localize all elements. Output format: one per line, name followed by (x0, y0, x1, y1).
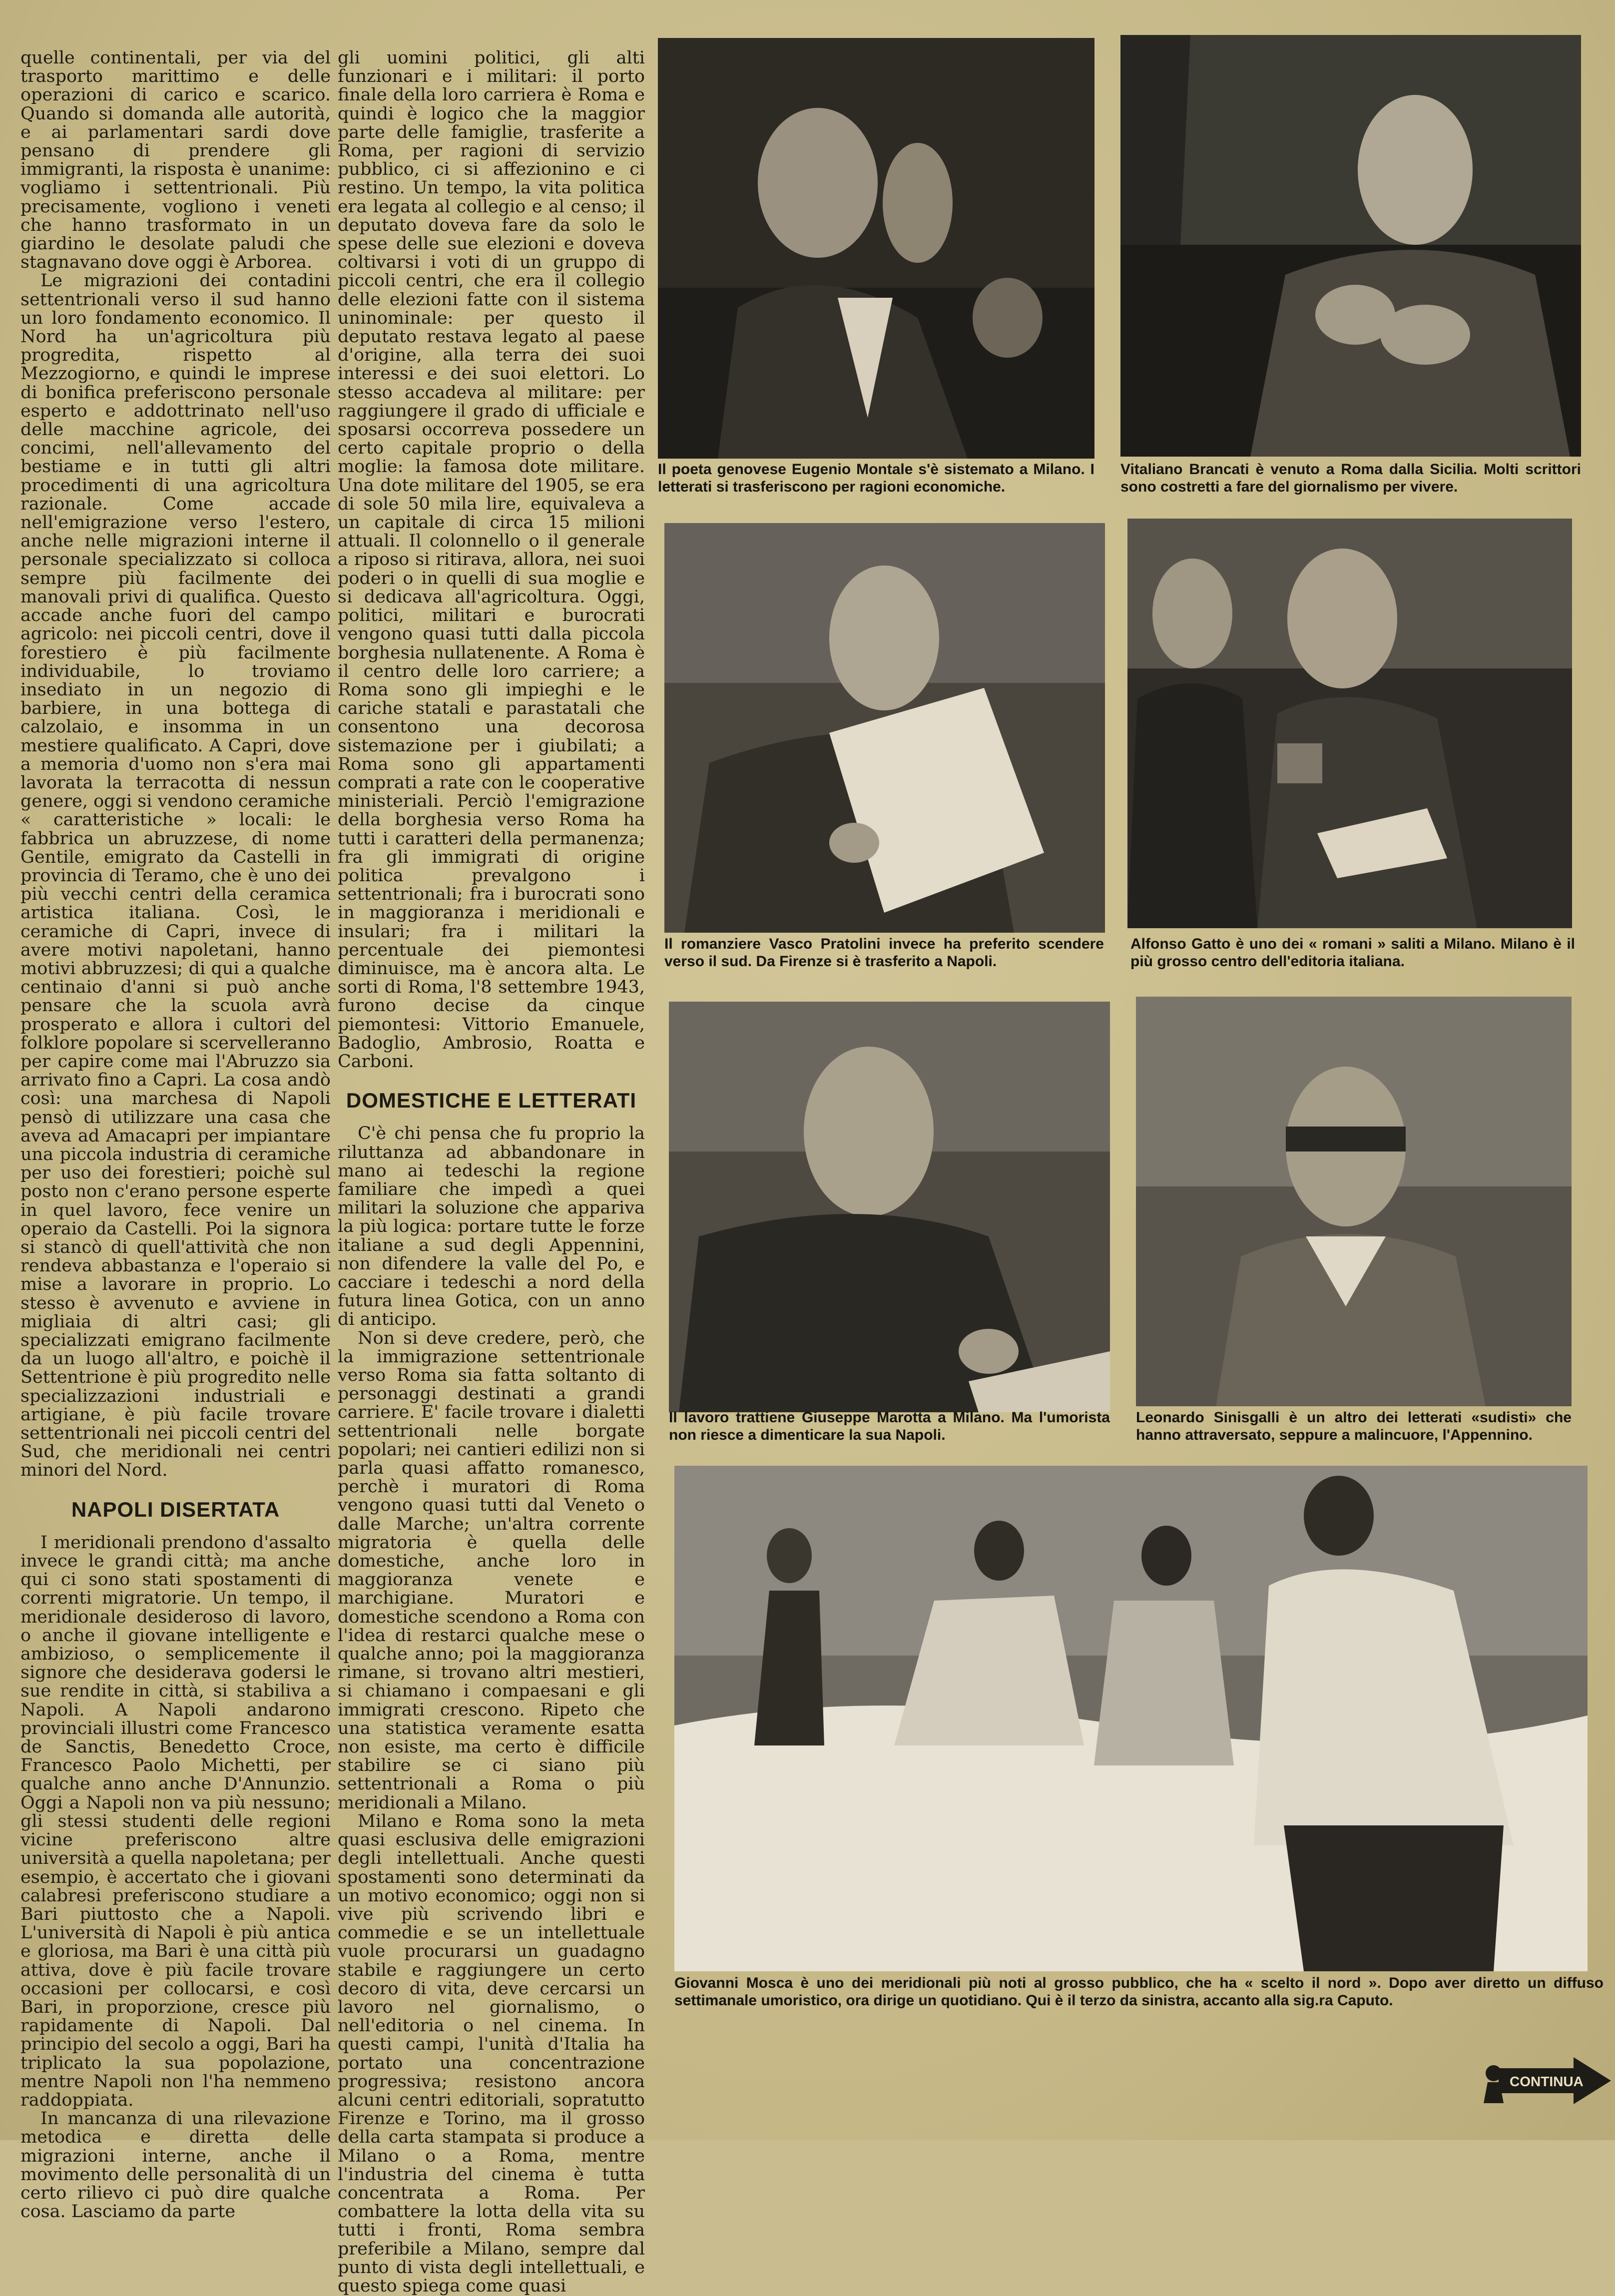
paragraph: gli uomini politici, gli alti funzionari e i militari: il porto finale della loro carriera è Roma e quindi è logico che la maggior parte delle famiglie, trasferite a Roma, per ragioni di servizio pubblico, ci si affezionino e ci restino. Un tempo, la vita politica era legata al collegio e al censo; il deputato doveva fare da solo le spese delle sue elezioni e doveva coltivarsi i voti di un gruppo di piccoli centri, che era il collegio delle elezioni fatte con il sistema uninominale: per questo il deputato restava legato al paese d'origine, alla terra dei suoi interessi e dei suoi elettori. Lo stesso accadeva al militare: per raggiungere il grado di ufficiale e sposarsi occorreva possedere un certo capitale proprio o della moglie: la famosa dote militare. Una dote militare del 1905, se era di sole 50 mila lire, equivaleva a un capitale di circa 15 milioni attuali. Il colonnello o il generale a riposo si ritirava, allora, nei suoi poderi o in quelli di sua moglie e si dedicava all'agricoltura. Oggi, politici, militari e burocrati vengono quasi tutti dalla piccola borghesia nullatenente. A Roma è il centro delle loro carriere; a Roma sono gli impieghi e le cariche statali e parastatali che consentono una decorosa sistemazione per i giubilati; a Roma sono gli appartamenti comprati a rate con le cooperative ministeriali. Perciò l'emigrazione della borghesia verso Roma ha tutti i caratteri della permanenza; fra gli immigrati di origine politica prevalgono i settentrionali; fra i burocrati sono in maggioranza i meridionali e insulari; fra i militari la percentuale dei piemontesi diminuisce, ma è ancora alta. Le sorti di Roma, l'8 settembre 1943, furono decise da cinque piemontesi: Vittorio Emanuele, Badoglio, Ambrosio, Roatta e Carboni. (338, 48, 645, 1072)
photo-pratolini (664, 523, 1105, 933)
continua-label: CONTINUA (1510, 2074, 1584, 2089)
photo-brancati (1120, 35, 1581, 457)
photo-montale (658, 38, 1094, 459)
text-column-2 (338, 48, 645, 2296)
paragraph: In mancanza di una rilevazione metodica e diretta delle migrazioni interne, anche il movimento delle personalità di un certo rilievo ci può dire qualche cosa. Lasciamo da parte (20, 2109, 331, 2222)
continua-arrow-icon[interactable] (1479, 2053, 1614, 2108)
text-column-1 (20, 48, 331, 2222)
photo-sinisgalli (1136, 997, 1572, 1406)
paragraph: quelle continentali, per via del trasporto marittimo e delle operazioni di carico e scarico. Quando si domanda alle autorità, e ai parlamentari sardi dove pensano di prendere gli immigranti, la risposta è unanime: vogliamo i settentrionali. Più precisamente, vogliono i veneti che hanno trasformato in un giardino le desolate paludi che stagnavano dove oggi è Arborea. (20, 48, 331, 273)
caption-mosca: Giovanni Mosca è uno dei meridionali più noti al grosso pubblico, che ha « scelto il nord ». Dopo aver diretto un diffuso settimanale umoristico, ora dirige un quotidiano. Qui è il terzo da sinistra, accanto alla sig.ra Caputo. (674, 1975, 1604, 2009)
caption-pratolini: Il romanziere Vasco Pratolini invece ha preferito scendere verso il sud. Da Firenze si è trasferito a Napoli. (664, 936, 1104, 970)
paragraph: Le migrazioni dei contadini settentrionali verso il sud hanno un loro fondamento economico. Il Nord ha un'agricoltura più progredita, rispetto al Mezzogiorno, e quindi le imprese di bonifica preferiscono personale esperto e addottrinato nell'uso delle macchine agricole, dei concimi, nell'allevamento del bestiame e in tutti gli altri procedimenti di una agricoltura razionale. Come accade nell'emigrazione verso l'estero, anche nelle migrazioni interne il personale specializzato si colloca sempre più facilmente dei manovali privi di qualifica. Questo accade anche fuori del campo agricolo: nei piccoli centri, dove il forestiero è più facilmente individuabile, lo troviamo insediato in un negozio di barbiere, in una bottega di calzolaio, e insomma in un mestiere qualificato. A Capri, dove a memoria d'uomo non s'era mai lavorata la terracotta di nessun genere, oggi si vendono ceramiche « caratteristiche » locali: le fabbrica un abruzzese, di nome Gentile, emigrato da Castelli in provincia di Teramo, che è uno dei più vecchi centri della ceramica artistica italiana. Così, le ceramiche di Capri, invece di avere motivi napoletani, hanno motivi abbruzzesi; di qui a qualche centinaio d'anni si può anche pensare che la scuola avrà prosperato e allora i cultori del folklore popolare si scervelleranno per capire come mai l'Abruzzo sia arrivato fino a Capri. La cosa andò così: una marchesa di Napoli pensò di utilizzare una casa che aveva ad Amacapri per impiantare una piccola industria di ceramiche per uso dei forestieri; poichè sul posto non c'erano persone esperte in quel lavoro, fece venire un operaio da Castelli. Poi la signora si stancò di quell'attività che non rendeva abbastanza e l'operaio si mise a lavorare in proprio. Lo stesso è avvenuto e avviene in migliaia di altri casi; gli specializzati emigrano facilmente da un luogo all'altro, e poichè il Settentrione è più progredito nelle specializzazioni industriali e artigiane, è più facile trovare settentrionali nei piccoli centri del Sud, che meridionali nei centri minori del Nord. (20, 271, 331, 1481)
paragraph: Non si deve credere, però, che la immigrazione settentrionale verso Roma sia fatta soltanto di personaggi destinati a grandi carriere. E' facile trovare i dialetti settentrionali nelle borgate popolari; nei cantieri edilizi non si parla quasi affatto romanesco, perchè i muratori di Roma vengono quasi tutti dal Veneto o dalle Marche; un'altra corrente migratoria è quella delle domestiche, anche loro in maggioranza venete e marchigiane. Muratori e domestiche scendono a Roma con l'idea di restarci qualche mese o qualche anno; poi la maggioranza rimane, si trovano altri mestieri, si chiamano i compaesani e gli immigrati crescono. Ripeto che una statistica veramente esatta non esiste, ma certo è difficile stabilire se ci siano più settentrionali a Roma o più meridionali a Milano. (338, 1328, 645, 1813)
section-heading: DOMESTICHE E LETTERATI (346, 1089, 637, 1113)
paragraph: Milano e Roma sono la meta quasi esclusiva delle emigrazioni degli intellettuali. Anche questi spostamenti sono determinati da un motivo economico; oggi non si vive più scrivendo libri e commedie e se un intellettuale vuole procurarsi un guadagno stabile e raggiungere un certo decoro di vita, deve cercarsi un lavoro nel giornalismo, o nell'editoria o nel cinema. In questi campi, l'unità d'Italia ha portato una concentrazione progressiva; resistono ancora alcuni centri editoriali, sopratutto Firenze e Torino, ma il grosso della carta stampata si produce a Milano o a Roma, mentre l'industria del cinema è tutta concentrata a Roma. Per combattere la lotta della vita su tutti i fronti, Roma sembra preferibile a Milano, sempre dal punto di vista degli intellettuali, e questo spiega come quasi (338, 1811, 645, 2296)
paragraph: I meridionali prendono d'assalto invece le grandi città; ma anche qui ci sono stati spostamenti di correnti migratorie. Un tempo, il meridionale desideroso di lavoro, o anche il giovane intelligente e ambizioso, o semplicemente il signore che desiderava godersi le sue rendite in città, si stabiliva a Napoli. A Napoli andarono provinciali illustri come Francesco de Sanctis, Benedetto Croce, Francesco Paolo Michetti, per qualche anno anche D'Annunzio. Oggi a Napoli non va più nessuno; gli stessi studenti delle regioni vicine preferiscono altre università a quella napoletana; per esempio, è accertato che i giovani calabresi preferiscono studiare a Bari piuttosto che a Napoli. L'università di Napoli è più antica e gloriosa, ma Bari è una città più attiva, dove è più facile trovare occasioni per collocarsi, e così Bari, in proporzione, cresce più rapidamente di Napoli. Dal principio del secolo a oggi, Bari ha triplicato la sua popolazione, mentre Napoli non l'ha nemmeno raddoppiata. (20, 1532, 331, 2110)
section-heading: NAPOLI DISERTATA (71, 1497, 280, 1521)
caption-gatto: Alfonso Gatto è uno dei « romani » saliti a Milano. Milano è il più grosso centro dell'editoria italiana. (1130, 936, 1575, 970)
photo-mosca (674, 1466, 1588, 1971)
caption-sinisgalli: Leonardo Sinisgalli è un altro dei letterati «sudisti» che hanno attraversato, seppure a malincuore, l'Appennino. (1136, 1409, 1572, 1443)
paragraph: C'è chi pensa che fu proprio la riluttanza ad abbandonare in mano ai tedeschi la regione familiare che impedì a quei militari la soluzione che appariva la più logica: portare tutte le forze italiane a sud degli Appennini, non difendere la valle del Po, e cacciare i tedeschi a nord della futura linea Gotica, con un anno di anticipo. (338, 1124, 645, 1330)
photo-gatto (1127, 519, 1572, 928)
photo-marotta (669, 1002, 1110, 1412)
caption-montale: Il poeta genovese Eugenio Montale s'è sistemato a Milano. I letterati si trasferiscono per ragioni economiche. (658, 461, 1094, 495)
caption-marotta: Il lavoro trattiene Giuseppe Marotta a Milano. Ma l'umorista non riesce a dimenticare la sua Napoli. (669, 1409, 1110, 1443)
caption-brancati: Vitaliano Brancati è venuto a Roma dalla Sicilia. Molti scrittori sono costretti a fare del giornalismo per vivere. (1120, 461, 1581, 495)
